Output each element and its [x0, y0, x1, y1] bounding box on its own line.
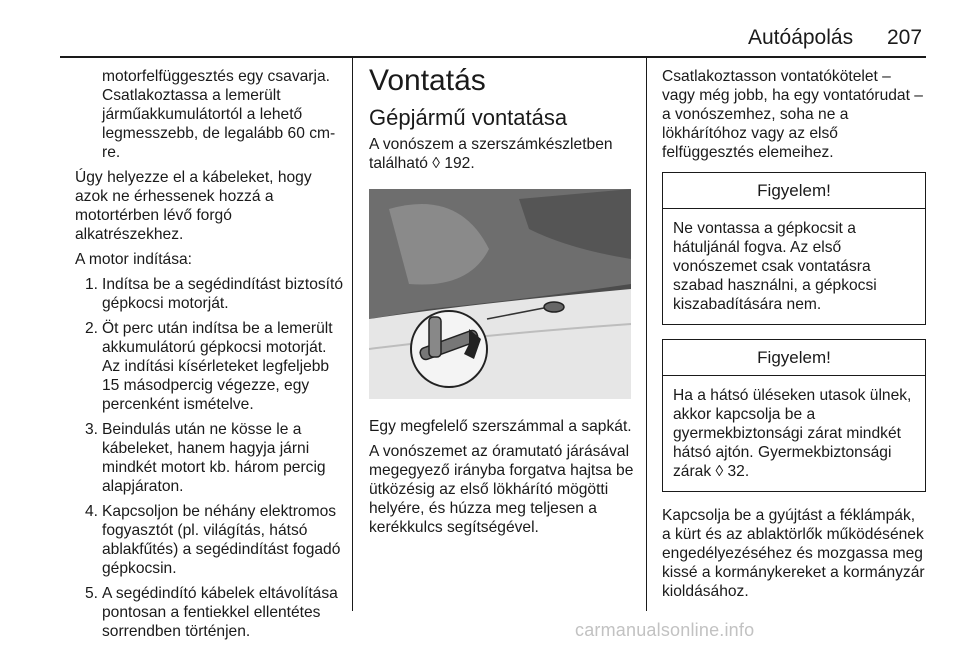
left-column [75, 67, 343, 647]
warning-box [662, 172, 926, 325]
column-divider-right [646, 58, 647, 611]
list-item: 4. Kapcsoljon be néhány elektromos fogyasztót (pl. világítás, hátsó ablakfűtés) a segédindítást fogadó gépkocsin. [85, 503, 341, 577]
page-number: 207 [887, 26, 923, 49]
section-heading: Vontatás [369, 64, 486, 97]
subsection-heading: Gépjármű vontatása [369, 105, 568, 130]
engine-start-label: A motor indítása: [75, 251, 193, 268]
tow-eye-location-paragraph: A vonószem a szerszámkészletben található ◊ 192. [369, 136, 613, 172]
tow-eye-install-paragraph: A vonószemet az óramutató járásával megegyező irányba forgatva hajtsa be ütközésig az első lökhárító mögötti helyére, és húzza meg teljesen a kerékkulcs segítségével. [369, 443, 634, 536]
list-item: 2. Öt perc után indítsa be a lemerült akkumulátorú gépkocsi motorját. Az indítási kísérleteket legfeljebb 15 másodpercig végezze, egy percenként ismételve. [85, 320, 333, 413]
warning-title: Figyelem! [663, 173, 925, 209]
tow-rope-paragraph: Csatlakoztasson vontatókötelet – vagy még jobb, ha egy vontatórudat – a vonószemhez, soha ne a lökhárítóhoz vagy az első felfüggesztés elemeihez. [662, 68, 923, 161]
list-item: 1. Indítsa be a segédindítást biztosító gépkocsi motorját. [85, 276, 343, 312]
warning-box [662, 339, 926, 492]
warning-title: Figyelem! [663, 340, 925, 376]
warning-body: Ha a hátsó üléseken utasok ülnek, akkor kapcsolja be a gyermekbiztonsági zárat mindkét hátsó ajtón. Gyermekbiztonsági zárak ◊ 32. [673, 387, 912, 480]
right-column [662, 67, 926, 607]
warning-body: Ne vontassa a gépkocsit a hátuljánál fogva. Az első vonószemet csak vontatásra szabad használni, a gépkocsi kiszabadítására nem. [673, 220, 877, 313]
ignition-paragraph: Kapcsolja be a gyújtást a féklámpák, a kürt és az ablaktörlők működésének engedélyezéséhez és mozgassa meg kissé a kormánykereket a kormányzár kioldásához. [662, 507, 925, 600]
cap-removal-paragraph: Egy megfelelő szerszámmal a sapkát. [369, 418, 632, 435]
page-header-title: Autóápolás [748, 26, 854, 49]
watermark: carmanualsonline.info [575, 620, 755, 640]
tow-eye-illustration [369, 189, 631, 399]
list-item: 3. Beindulás után ne kösse le a kábeleket, hanem hagyja járni mindkét motort kb. három percig alapjáraton. [85, 421, 326, 495]
start-steps-list [75, 275, 343, 641]
middle-column [369, 63, 635, 543]
list-item: 5. A segédindító kábelek eltávolítása pontosan a fentiekkel ellentétes sorrendben történjen. [85, 585, 338, 640]
header-rule [60, 56, 926, 58]
cable-placement-paragraph: Úgy helyezze el a kábeleket, hogy azok ne érhessenek hozzá a motortérben lévő forgó alkatrészekhez. [75, 169, 312, 243]
column-divider-left [352, 58, 353, 611]
intro-continuation: motorfelfüggesztés egy csavarja. Csatlakoztassa a lemerült járműakkumulátortól a lehető legmesszebb, de legalább 60 cm-re. [102, 68, 336, 161]
